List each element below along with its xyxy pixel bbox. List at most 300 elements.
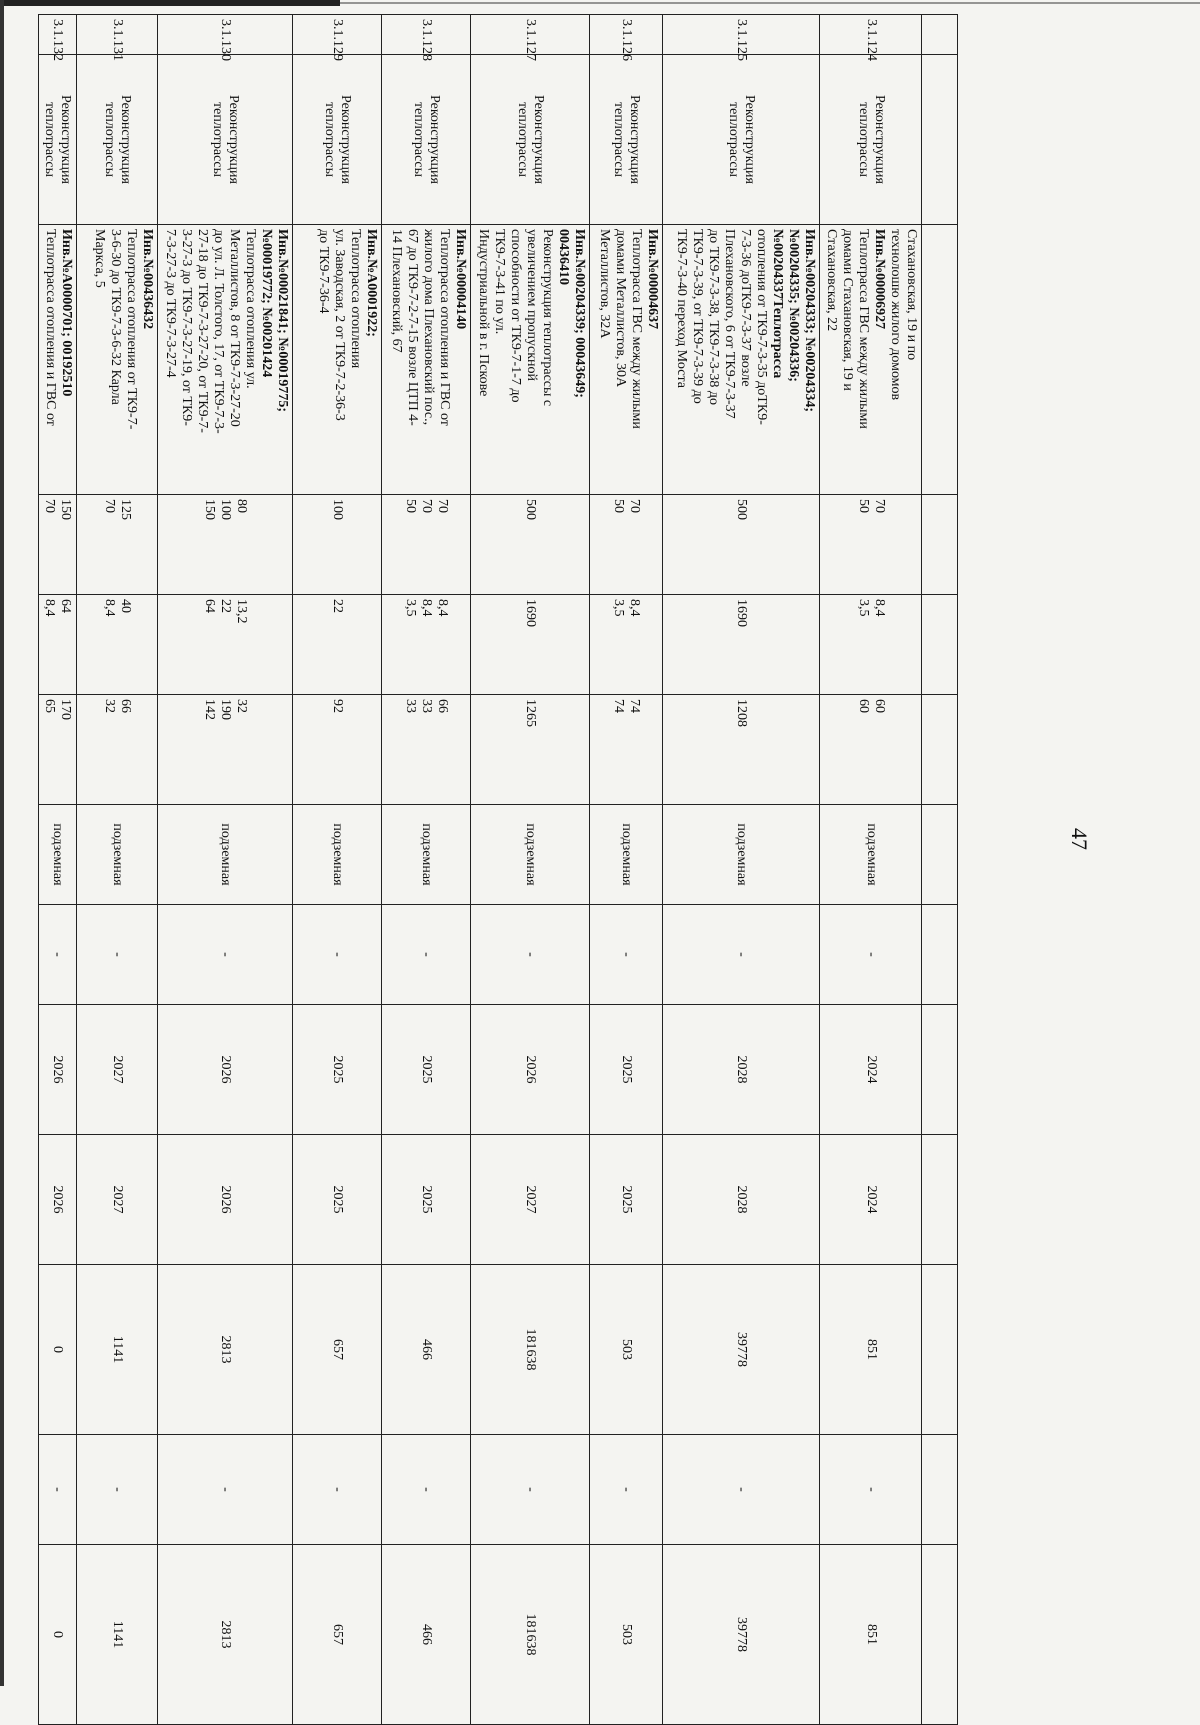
dash-cell bbox=[589, 905, 662, 1005]
laying-type-text: подземная bbox=[618, 823, 634, 886]
row-name bbox=[76, 55, 157, 225]
insulation-thickness-text: 40 8,4 bbox=[101, 599, 133, 617]
laying-type bbox=[381, 805, 470, 905]
total-value-text: 181638 bbox=[522, 1613, 538, 1656]
pipe-diameter-text: 500 bbox=[522, 499, 538, 520]
row-description bbox=[39, 225, 77, 495]
blank-cell bbox=[922, 225, 958, 495]
row-number-text: 3.1.132 bbox=[50, 19, 66, 61]
pipe-diameter bbox=[292, 495, 381, 595]
blank-cell bbox=[922, 1435, 958, 1545]
blank-cell bbox=[922, 1135, 958, 1265]
table-row bbox=[39, 15, 77, 1725]
pipe-length-text: 74 74 bbox=[610, 699, 642, 713]
description-line: технолошю жилого домомов bbox=[888, 229, 904, 401]
description-line: Индустриальной в г. Пскове bbox=[475, 229, 491, 397]
pipe-length bbox=[820, 695, 922, 805]
insulation-thickness bbox=[820, 595, 922, 695]
row-number-text: 3.1.126 bbox=[618, 19, 634, 61]
pipe-diameter bbox=[157, 495, 292, 595]
pipe-length bbox=[157, 695, 292, 805]
table-row bbox=[76, 15, 157, 1725]
start-year bbox=[471, 1005, 590, 1135]
start-year-text: 2026 bbox=[522, 1055, 538, 1084]
description-line: 67 до ТК9-7-2-7-15 возле ЦТП 4- bbox=[405, 229, 421, 426]
description-line: ТК9-7-3-39, от ТК9-7-3-39 до bbox=[690, 229, 706, 404]
insulation-thickness-text: 1690 bbox=[522, 599, 538, 627]
description-line: Теплотрасса отопления ул. bbox=[242, 229, 258, 389]
row-description bbox=[471, 225, 590, 495]
total-value bbox=[662, 1545, 819, 1725]
row-number-text: 3.1.125 bbox=[733, 19, 749, 61]
row-number-text: 3.1.129 bbox=[329, 19, 345, 61]
description-line: Инв.№00006927 bbox=[872, 229, 888, 330]
total-value bbox=[471, 1545, 590, 1725]
pipe-diameter-text: 70 50 bbox=[610, 499, 642, 513]
description-line: ТК9-7-3-40 переход Моста bbox=[674, 229, 690, 388]
description-line: Теплотрасса отопления bbox=[347, 229, 363, 369]
dash-cell-2-text: - bbox=[733, 1487, 749, 1492]
row-name bbox=[292, 55, 381, 225]
blank-cell bbox=[922, 905, 958, 1005]
blank-cell bbox=[922, 595, 958, 695]
cost-value-text: 466 bbox=[419, 1339, 435, 1360]
laying-type bbox=[292, 805, 381, 905]
row-description bbox=[381, 225, 470, 495]
insulation-thickness-text: 64 8,4 bbox=[42, 599, 74, 617]
pipe-length bbox=[292, 695, 381, 805]
start-year bbox=[662, 1005, 819, 1135]
table-row bbox=[157, 15, 292, 1725]
pipe-diameter-text: 70 50 bbox=[855, 499, 887, 513]
table-row bbox=[589, 15, 662, 1725]
description-line: 14 Плехановский, 67 bbox=[389, 229, 405, 353]
row-number-text: 3.1.128 bbox=[419, 19, 435, 61]
insulation-thickness-text: 22 bbox=[329, 599, 345, 613]
laying-type bbox=[820, 805, 922, 905]
total-value-text: 503 bbox=[618, 1624, 634, 1645]
insulation-thickness bbox=[76, 595, 157, 695]
cost-value-text: 181638 bbox=[522, 1328, 538, 1371]
row-number-text: 3.1.124 bbox=[863, 19, 879, 61]
end-year bbox=[157, 1135, 292, 1265]
total-value-text: 657 bbox=[329, 1624, 345, 1645]
row-name bbox=[820, 55, 922, 225]
cost-value bbox=[662, 1265, 819, 1435]
end-year bbox=[820, 1135, 922, 1265]
pipe-diameter bbox=[471, 495, 590, 595]
end-year bbox=[471, 1135, 590, 1265]
blank-cell bbox=[922, 1005, 958, 1135]
row-name bbox=[471, 55, 590, 225]
insulation-thickness-text: 1690 bbox=[733, 599, 749, 627]
start-year-text: 2025 bbox=[329, 1055, 345, 1084]
end-year bbox=[589, 1135, 662, 1265]
header-blank-row bbox=[922, 15, 958, 1725]
dash-cell bbox=[39, 905, 77, 1005]
cost-value bbox=[39, 1265, 77, 1435]
insulation-thickness bbox=[292, 595, 381, 695]
row-name-text: Реконструкция теплотрассы bbox=[101, 95, 133, 184]
insulation-thickness bbox=[381, 595, 470, 695]
dash-cell bbox=[662, 905, 819, 1005]
insulation-thickness bbox=[157, 595, 292, 695]
pipe-length-text: 170 65 bbox=[42, 699, 74, 720]
start-year-text: 2025 bbox=[618, 1055, 634, 1084]
end-year bbox=[292, 1135, 381, 1265]
laying-type-text: подземная bbox=[522, 823, 538, 886]
cost-value bbox=[76, 1265, 157, 1435]
scan-edge-left bbox=[0, 0, 4, 1686]
blank-cell bbox=[922, 15, 958, 55]
start-year bbox=[292, 1005, 381, 1135]
pipe-length bbox=[662, 695, 819, 805]
total-value bbox=[820, 1545, 922, 1725]
row-number bbox=[820, 15, 922, 61]
pipe-diameter bbox=[820, 495, 922, 595]
description-line: до ТК9-7-3-38, ТК9-7-3-38 до bbox=[706, 229, 722, 405]
pipe-length bbox=[471, 695, 590, 805]
dash-cell-text: - bbox=[217, 952, 233, 957]
row-number-text: 3.1.130 bbox=[217, 19, 233, 61]
description-line: жилого дома Плехановский пос., bbox=[421, 229, 437, 426]
cost-value-text: 851 bbox=[863, 1339, 879, 1360]
description-line: №00204337Теплотрасса bbox=[770, 229, 786, 379]
row-name bbox=[157, 55, 292, 225]
insulation-thickness-text: 8,4 8,4 3,5 bbox=[403, 599, 451, 617]
insulation-thickness-text: 8,4 3,5 bbox=[610, 599, 642, 617]
laying-type-text: подземная bbox=[329, 823, 345, 886]
laying-type bbox=[39, 805, 77, 905]
description-line: отопления от ТК9-7-3-35 доТК9- bbox=[754, 229, 770, 425]
description-line: Теплотрасса отопления и ГВС от bbox=[42, 229, 58, 426]
table-row bbox=[292, 15, 381, 1725]
total-value-text: 1141 bbox=[109, 1620, 125, 1649]
dash-cell-text: - bbox=[109, 952, 125, 957]
table-row bbox=[471, 15, 590, 1725]
pipe-length bbox=[381, 695, 470, 805]
laying-type-text: подземная bbox=[733, 823, 749, 886]
dash-cell bbox=[76, 905, 157, 1005]
dash-cell-2-text: - bbox=[419, 1487, 435, 1492]
pipe-diameter-text: 100 bbox=[329, 499, 345, 520]
pipe-diameter bbox=[589, 495, 662, 595]
end-year bbox=[76, 1135, 157, 1265]
description-line: Инв.№А0001922; bbox=[363, 229, 379, 337]
description-line: 00436410 bbox=[555, 229, 571, 285]
description-line: Инв.№А0000701; 00192510 bbox=[58, 229, 74, 397]
description-line: Теплотрасса отопления и ГВС от bbox=[437, 229, 453, 426]
laying-type-text: подземная bbox=[50, 823, 66, 886]
dash-cell-2-text: - bbox=[329, 1487, 345, 1492]
pipe-diameter-text: 80 100 150 bbox=[201, 499, 249, 520]
dash-cell-text: - bbox=[419, 952, 435, 957]
description-line: Инв.№00204333; №00204334; bbox=[802, 229, 818, 412]
dash-cell-2-text: - bbox=[109, 1487, 125, 1492]
insulation-thickness-text: 13,2 22 64 bbox=[201, 599, 249, 624]
row-number-text: 3.1.127 bbox=[522, 19, 538, 61]
cost-value bbox=[157, 1265, 292, 1435]
laying-type bbox=[589, 805, 662, 905]
dash-cell-text: - bbox=[50, 952, 66, 957]
end-year bbox=[381, 1135, 470, 1265]
blank-cell bbox=[922, 695, 958, 805]
description-line: до ТК9-7-36-4 bbox=[315, 229, 331, 314]
dash-cell bbox=[820, 905, 922, 1005]
investment-table bbox=[38, 14, 958, 1725]
blank-cell bbox=[922, 805, 958, 905]
dash-cell-2 bbox=[589, 1435, 662, 1545]
dash-cell bbox=[292, 905, 381, 1005]
description-line: домами Металлистов, 30А bbox=[612, 229, 628, 388]
row-name-text: Реконструкция теплотрассы bbox=[42, 95, 74, 184]
row-description bbox=[662, 225, 819, 495]
laying-type-text: подземная bbox=[419, 823, 435, 886]
start-year bbox=[39, 1005, 77, 1135]
laying-type bbox=[471, 805, 590, 905]
pipe-diameter-text: 500 bbox=[733, 499, 749, 520]
row-number bbox=[662, 15, 819, 61]
description-line: до ул. Л. Толстого, 17, от ТК9-7-3- bbox=[210, 229, 226, 434]
table-row bbox=[662, 15, 819, 1725]
total-value-text: 0 bbox=[50, 1631, 66, 1638]
cost-value bbox=[471, 1265, 590, 1435]
row-number bbox=[157, 15, 292, 61]
laying-type bbox=[76, 805, 157, 905]
total-value bbox=[157, 1545, 292, 1725]
description-line: Инв.№00004140 bbox=[453, 229, 469, 330]
row-name-text: Реконструкция теплотрассы bbox=[321, 95, 353, 184]
description-line: Теплотрасса отопления от ТК9-7- bbox=[123, 229, 139, 430]
page-number: 47 bbox=[1067, 828, 1092, 850]
description-line: 3-27-3 до ТК9-7-3-27-19, от ТК9- bbox=[178, 229, 194, 426]
dash-cell bbox=[381, 905, 470, 1005]
description-line: Маркса, 5 bbox=[91, 229, 107, 288]
row-description bbox=[76, 225, 157, 495]
start-year bbox=[820, 1005, 922, 1135]
start-year-text: 2024 bbox=[863, 1055, 879, 1084]
dash-cell-text: - bbox=[733, 952, 749, 957]
description-line: 27-18 до ТК9-7-3-27-20, от ТК9-7- bbox=[194, 229, 210, 433]
row-name-text: Реконструкция теплотрассы bbox=[209, 95, 241, 184]
end-year-text: 2025 bbox=[618, 1185, 634, 1214]
blank-cell bbox=[922, 55, 958, 225]
total-value-text: 851 bbox=[863, 1624, 879, 1645]
blank-cell bbox=[922, 1265, 958, 1435]
total-value bbox=[381, 1545, 470, 1725]
cost-value-text: 39778 bbox=[733, 1332, 749, 1367]
end-year-text: 2024 bbox=[863, 1185, 879, 1214]
row-name-text: Реконструкция теплотрассы bbox=[855, 95, 887, 184]
description-line: Металлистов, 32А bbox=[596, 229, 612, 339]
dash-cell-text: - bbox=[863, 952, 879, 957]
pipe-length-text: 92 bbox=[329, 699, 345, 713]
total-value bbox=[39, 1545, 77, 1725]
total-value-text: 39778 bbox=[733, 1617, 749, 1652]
dash-cell-2-text: - bbox=[522, 1487, 538, 1492]
row-description bbox=[157, 225, 292, 495]
laying-type-text: подземная bbox=[109, 823, 125, 886]
pipe-diameter bbox=[662, 495, 819, 595]
description-line: Металлистов, 8 от ТК9-7-3-27-20 bbox=[226, 229, 242, 427]
row-name-text: Реконструкция теплотрассы bbox=[610, 95, 642, 184]
pipe-length-text: 66 33 33 bbox=[403, 699, 451, 713]
description-line: Инв.№00436432 bbox=[139, 229, 155, 330]
laying-type-text: подземная bbox=[863, 823, 879, 886]
description-line: ул. Заводская, 2 от ТК9-7-2-36-3 bbox=[331, 229, 347, 421]
dash-cell bbox=[157, 905, 292, 1005]
row-description bbox=[820, 225, 922, 495]
start-year bbox=[76, 1005, 157, 1135]
total-value-text: 2813 bbox=[217, 1620, 233, 1649]
total-value bbox=[292, 1545, 381, 1725]
total-value bbox=[589, 1545, 662, 1725]
rotated-table-container bbox=[38, 14, 958, 1656]
row-number bbox=[381, 15, 470, 61]
description-line: увеличением пропускной bbox=[523, 229, 539, 382]
description-line: Реконструкция теплотрассы с bbox=[539, 229, 555, 407]
start-year-text: 2028 bbox=[733, 1055, 749, 1084]
pipe-diameter-text: 70 70 50 bbox=[403, 499, 451, 513]
laying-type bbox=[662, 805, 819, 905]
description-line: Плехановского, 6 от ТК9-7-3-37 bbox=[722, 229, 738, 419]
laying-type-text: подземная bbox=[217, 823, 233, 886]
pipe-length-text: 66 32 bbox=[101, 699, 133, 713]
row-number bbox=[471, 15, 590, 61]
cost-value-text: 503 bbox=[618, 1339, 634, 1360]
description-line: Теплотрасса ГВС между жилыми bbox=[856, 229, 872, 429]
description-line: Стахановская, 22 bbox=[824, 229, 840, 332]
end-year-text: 2026 bbox=[50, 1185, 66, 1214]
blank-cell bbox=[922, 1545, 958, 1725]
insulation-thickness bbox=[39, 595, 77, 695]
cost-value-text: 657 bbox=[329, 1339, 345, 1360]
cost-value bbox=[292, 1265, 381, 1435]
row-name-text: Реконструкция теплотрассы bbox=[725, 95, 757, 184]
insulation-thickness bbox=[589, 595, 662, 695]
dash-cell-2 bbox=[820, 1435, 922, 1545]
row-name bbox=[589, 55, 662, 225]
dash-cell-text: - bbox=[522, 952, 538, 957]
pipe-diameter-text: 150 70 bbox=[42, 499, 74, 520]
cost-value-text: 1141 bbox=[109, 1335, 125, 1364]
row-name bbox=[662, 55, 819, 225]
pipe-diameter bbox=[39, 495, 77, 595]
row-number bbox=[292, 15, 381, 61]
row-name-text: Реконструкция теплотрассы bbox=[411, 95, 443, 184]
pipe-length bbox=[589, 695, 662, 805]
blank-cell bbox=[922, 495, 958, 595]
end-year-text: 2028 bbox=[733, 1185, 749, 1214]
table-row bbox=[381, 15, 470, 1725]
start-year bbox=[589, 1005, 662, 1135]
dash-cell-2 bbox=[292, 1435, 381, 1545]
end-year-text: 2027 bbox=[109, 1185, 125, 1214]
description-line: №00019772; №00201424 bbox=[258, 229, 274, 378]
row-number-text: 3.1.131 bbox=[109, 19, 125, 61]
start-year-text: 2025 bbox=[419, 1055, 435, 1084]
pipe-diameter bbox=[76, 495, 157, 595]
dash-cell-text: - bbox=[618, 952, 634, 957]
laying-type bbox=[157, 805, 292, 905]
pipe-diameter bbox=[381, 495, 470, 595]
pipe-diameter-text: 125 70 bbox=[101, 499, 133, 520]
dash-cell-2 bbox=[76, 1435, 157, 1545]
row-number bbox=[76, 15, 157, 61]
dash-cell-2 bbox=[157, 1435, 292, 1545]
row-name-text: Реконструкция теплотрассы bbox=[514, 95, 546, 184]
description-line: Инв.№00004637 bbox=[644, 229, 660, 330]
description-line: Инв.№00204339; 00043649; bbox=[571, 229, 587, 398]
insulation-thickness bbox=[662, 595, 819, 695]
scan-edge bbox=[0, 0, 340, 6]
insulation-thickness-text: 8,4 3,5 bbox=[855, 599, 887, 617]
cost-value-text: 0 bbox=[50, 1346, 66, 1353]
description-line: 7-3-36 доТК9-7-3-37 возле bbox=[738, 229, 754, 387]
start-year bbox=[381, 1005, 470, 1135]
pipe-length-text: 32 190 142 bbox=[201, 699, 249, 720]
row-description bbox=[589, 225, 662, 495]
description-line: способности от ТК9-7-1-7 до bbox=[507, 229, 523, 403]
dash-cell-text: - bbox=[329, 952, 345, 957]
description-line: Инв.№00021841; №00019775; bbox=[274, 229, 290, 412]
end-year-text: 2025 bbox=[419, 1185, 435, 1214]
row-number bbox=[39, 15, 77, 61]
start-year-text: 2027 bbox=[109, 1055, 125, 1084]
cost-value bbox=[589, 1265, 662, 1435]
description-line: 7-3-27-3 до ТК9-7-3-27-4 bbox=[162, 229, 178, 378]
end-year-text: 2026 bbox=[217, 1185, 233, 1214]
start-year bbox=[157, 1005, 292, 1135]
row-name bbox=[39, 55, 77, 225]
end-year-text: 2027 bbox=[522, 1185, 538, 1214]
pipe-length-text: 1208 bbox=[733, 699, 749, 727]
dash-cell-2 bbox=[39, 1435, 77, 1545]
table-body bbox=[39, 15, 958, 1725]
dash-cell-2-text: - bbox=[217, 1487, 233, 1492]
pipe-length-text: 60 60 bbox=[855, 699, 887, 713]
cost-value-text: 2813 bbox=[217, 1335, 233, 1364]
end-year bbox=[662, 1135, 819, 1265]
description-line: Стахановская, 19 и по bbox=[904, 229, 920, 361]
pipe-length bbox=[76, 695, 157, 805]
dash-cell-2 bbox=[381, 1435, 470, 1545]
description-line: домами Стахановская, 19 и bbox=[840, 229, 856, 391]
pipe-length-text: 1265 bbox=[522, 699, 538, 727]
row-name bbox=[381, 55, 470, 225]
dash-cell-2-text: - bbox=[863, 1487, 879, 1492]
row-number bbox=[589, 15, 662, 61]
total-value bbox=[76, 1545, 157, 1725]
cost-value bbox=[820, 1265, 922, 1435]
pipe-length bbox=[39, 695, 77, 805]
description-line: 3-6-30 до ТК9-7-3-6-32 Карла bbox=[107, 229, 123, 405]
dash-cell-2-text: - bbox=[50, 1487, 66, 1492]
dash-cell-2-text: - bbox=[618, 1487, 634, 1492]
end-year bbox=[39, 1135, 77, 1265]
row-description bbox=[292, 225, 381, 495]
dash-cell bbox=[471, 905, 590, 1005]
total-value-text: 466 bbox=[419, 1624, 435, 1645]
end-year-text: 2025 bbox=[329, 1185, 345, 1214]
description-line: ТК9-7-3-41 по ул. bbox=[491, 229, 507, 335]
dash-cell-2 bbox=[471, 1435, 590, 1545]
dash-cell-2 bbox=[662, 1435, 819, 1545]
start-year-text: 2026 bbox=[217, 1055, 233, 1084]
description-line: Теплотрасса ГВС между жилыми bbox=[628, 229, 644, 429]
insulation-thickness bbox=[471, 595, 590, 695]
table-row bbox=[820, 15, 922, 1725]
